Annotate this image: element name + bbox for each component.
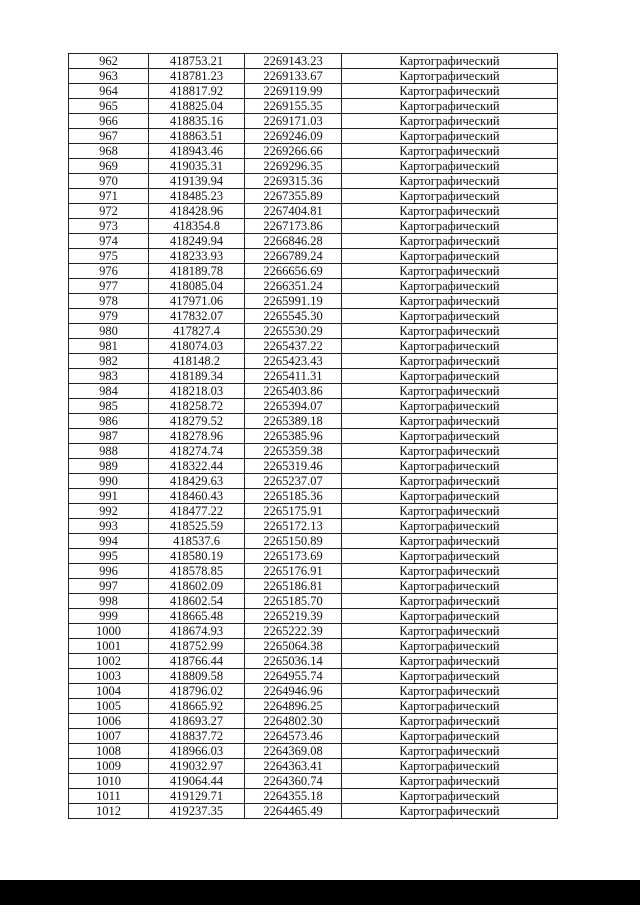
method-cell: Картографический bbox=[342, 249, 558, 264]
table-row bbox=[69, 609, 558, 624]
x-coordinate-cell: 418835.16 bbox=[149, 114, 245, 129]
x-coordinate-cell: 418249.94 bbox=[149, 234, 245, 249]
table-row bbox=[69, 204, 558, 219]
x-coordinate-cell: 418274.74 bbox=[149, 444, 245, 459]
method-cell: Картографический bbox=[342, 309, 558, 324]
table-row bbox=[69, 744, 558, 759]
table-row bbox=[69, 114, 558, 129]
table-row bbox=[69, 69, 558, 84]
x-coordinate-cell: 419237.35 bbox=[149, 804, 245, 819]
method-cell: Картографический bbox=[342, 354, 558, 369]
point-number-cell: 986 bbox=[69, 414, 149, 429]
method-cell: Картографический bbox=[342, 789, 558, 804]
point-number-cell: 1002 bbox=[69, 654, 149, 669]
y-coordinate-cell: 2265064.38 bbox=[245, 639, 342, 654]
y-coordinate-cell: 2267173.86 bbox=[245, 219, 342, 234]
table-row bbox=[69, 654, 558, 669]
x-coordinate-cell: 418537.6 bbox=[149, 534, 245, 549]
method-cell: Картографический bbox=[342, 399, 558, 414]
method-cell: Картографический bbox=[342, 609, 558, 624]
method-cell: Картографический bbox=[342, 564, 558, 579]
y-coordinate-cell: 2266656.69 bbox=[245, 264, 342, 279]
x-coordinate-cell: 418781.23 bbox=[149, 69, 245, 84]
point-number-cell: 1009 bbox=[69, 759, 149, 774]
x-coordinate-cell: 419035.31 bbox=[149, 159, 245, 174]
table-row bbox=[69, 234, 558, 249]
table-row bbox=[69, 249, 558, 264]
table-row bbox=[69, 54, 558, 69]
table-row bbox=[69, 519, 558, 534]
x-coordinate-cell: 418233.93 bbox=[149, 249, 245, 264]
table-row bbox=[69, 354, 558, 369]
y-coordinate-cell: 2265991.19 bbox=[245, 294, 342, 309]
y-coordinate-cell: 2265530.29 bbox=[245, 324, 342, 339]
method-cell: Картографический bbox=[342, 699, 558, 714]
method-cell: Картографический bbox=[342, 129, 558, 144]
method-cell: Картографический bbox=[342, 99, 558, 114]
method-cell: Картографический bbox=[342, 189, 558, 204]
point-number-cell: 965 bbox=[69, 99, 149, 114]
y-coordinate-cell: 2265185.70 bbox=[245, 594, 342, 609]
y-coordinate-cell: 2264802.30 bbox=[245, 714, 342, 729]
y-coordinate-cell: 2264360.74 bbox=[245, 774, 342, 789]
table-row bbox=[69, 684, 558, 699]
point-number-cell: 962 bbox=[69, 54, 149, 69]
table-row bbox=[69, 474, 558, 489]
method-cell: Картографический bbox=[342, 144, 558, 159]
table-row bbox=[69, 489, 558, 504]
table-row bbox=[69, 774, 558, 789]
x-coordinate-cell: 417832.07 bbox=[149, 309, 245, 324]
x-coordinate-cell: 418218.03 bbox=[149, 384, 245, 399]
y-coordinate-cell: 2266351.24 bbox=[245, 279, 342, 294]
point-number-cell: 984 bbox=[69, 384, 149, 399]
table-row bbox=[69, 504, 558, 519]
x-coordinate-cell: 418354.8 bbox=[149, 219, 245, 234]
method-cell: Картографический bbox=[342, 504, 558, 519]
x-coordinate-cell: 418796.02 bbox=[149, 684, 245, 699]
x-coordinate-cell: 418693.27 bbox=[149, 714, 245, 729]
point-number-cell: 999 bbox=[69, 609, 149, 624]
x-coordinate-cell: 418460.43 bbox=[149, 489, 245, 504]
y-coordinate-cell: 2265176.91 bbox=[245, 564, 342, 579]
x-coordinate-cell: 418148.2 bbox=[149, 354, 245, 369]
coordinates-table bbox=[68, 53, 558, 819]
x-coordinate-cell: 419139.94 bbox=[149, 174, 245, 189]
y-coordinate-cell: 2266789.24 bbox=[245, 249, 342, 264]
point-number-cell: 985 bbox=[69, 399, 149, 414]
y-coordinate-cell: 2265175.91 bbox=[245, 504, 342, 519]
y-coordinate-cell: 2265036.14 bbox=[245, 654, 342, 669]
table-row bbox=[69, 159, 558, 174]
point-number-cell: 1004 bbox=[69, 684, 149, 699]
method-cell: Картографический bbox=[342, 744, 558, 759]
table-row bbox=[69, 444, 558, 459]
point-number-cell: 1000 bbox=[69, 624, 149, 639]
y-coordinate-cell: 2265186.81 bbox=[245, 579, 342, 594]
y-coordinate-cell: 2264573.46 bbox=[245, 729, 342, 744]
y-coordinate-cell: 2269155.35 bbox=[245, 99, 342, 114]
table-row bbox=[69, 189, 558, 204]
y-coordinate-cell: 2265359.38 bbox=[245, 444, 342, 459]
point-number-cell: 991 bbox=[69, 489, 149, 504]
x-coordinate-cell: 418602.54 bbox=[149, 594, 245, 609]
point-number-cell: 981 bbox=[69, 339, 149, 354]
method-cell: Картографический bbox=[342, 279, 558, 294]
method-cell: Картографический bbox=[342, 579, 558, 594]
table-row bbox=[69, 294, 558, 309]
y-coordinate-cell: 2264946.96 bbox=[245, 684, 342, 699]
y-coordinate-cell: 2265173.69 bbox=[245, 549, 342, 564]
y-coordinate-cell: 2265394.07 bbox=[245, 399, 342, 414]
x-coordinate-cell: 418674.93 bbox=[149, 624, 245, 639]
table-row bbox=[69, 324, 558, 339]
y-coordinate-cell: 2266846.28 bbox=[245, 234, 342, 249]
x-coordinate-cell: 418085.04 bbox=[149, 279, 245, 294]
point-number-cell: 972 bbox=[69, 204, 149, 219]
point-number-cell: 987 bbox=[69, 429, 149, 444]
y-coordinate-cell: 2269133.67 bbox=[245, 69, 342, 84]
x-coordinate-cell: 418817.92 bbox=[149, 84, 245, 99]
method-cell: Картографический bbox=[342, 159, 558, 174]
point-number-cell: 994 bbox=[69, 534, 149, 549]
table-row bbox=[69, 624, 558, 639]
point-number-cell: 983 bbox=[69, 369, 149, 384]
point-number-cell: 977 bbox=[69, 279, 149, 294]
point-number-cell: 968 bbox=[69, 144, 149, 159]
point-number-cell: 970 bbox=[69, 174, 149, 189]
point-number-cell: 1001 bbox=[69, 639, 149, 654]
x-coordinate-cell: 418189.34 bbox=[149, 369, 245, 384]
y-coordinate-cell: 2264896.25 bbox=[245, 699, 342, 714]
method-cell: Картографический bbox=[342, 759, 558, 774]
y-coordinate-cell: 2265403.86 bbox=[245, 384, 342, 399]
y-coordinate-cell: 2264363.41 bbox=[245, 759, 342, 774]
x-coordinate-cell: 418809.58 bbox=[149, 669, 245, 684]
table-row bbox=[69, 714, 558, 729]
x-coordinate-cell: 418322.44 bbox=[149, 459, 245, 474]
point-number-cell: 998 bbox=[69, 594, 149, 609]
method-cell: Картографический bbox=[342, 534, 558, 549]
point-number-cell: 964 bbox=[69, 84, 149, 99]
method-cell: Картографический bbox=[342, 549, 558, 564]
method-cell: Картографический bbox=[342, 384, 558, 399]
point-number-cell: 1012 bbox=[69, 804, 149, 819]
y-coordinate-cell: 2269266.66 bbox=[245, 144, 342, 159]
method-cell: Картографический bbox=[342, 54, 558, 69]
x-coordinate-cell: 418485.23 bbox=[149, 189, 245, 204]
x-coordinate-cell: 418752.99 bbox=[149, 639, 245, 654]
y-coordinate-cell: 2267404.81 bbox=[245, 204, 342, 219]
point-number-cell: 989 bbox=[69, 459, 149, 474]
y-coordinate-cell: 2265389.18 bbox=[245, 414, 342, 429]
method-cell: Картографический bbox=[342, 639, 558, 654]
method-cell: Картографический bbox=[342, 264, 558, 279]
y-coordinate-cell: 2269119.99 bbox=[245, 84, 342, 99]
table-row bbox=[69, 789, 558, 804]
table-row bbox=[69, 219, 558, 234]
x-coordinate-cell: 418943.46 bbox=[149, 144, 245, 159]
point-number-cell: 992 bbox=[69, 504, 149, 519]
method-cell: Картографический bbox=[342, 324, 558, 339]
scan-bottom-border bbox=[0, 880, 640, 905]
point-number-cell: 979 bbox=[69, 309, 149, 324]
y-coordinate-cell: 2265219.39 bbox=[245, 609, 342, 624]
x-coordinate-cell: 418665.48 bbox=[149, 609, 245, 624]
table-row bbox=[69, 534, 558, 549]
y-coordinate-cell: 2265423.43 bbox=[245, 354, 342, 369]
y-coordinate-cell: 2269246.09 bbox=[245, 129, 342, 144]
table-row bbox=[69, 564, 558, 579]
x-coordinate-cell: 417971.06 bbox=[149, 294, 245, 309]
point-number-cell: 1003 bbox=[69, 669, 149, 684]
x-coordinate-cell: 418753.21 bbox=[149, 54, 245, 69]
method-cell: Картографический bbox=[342, 114, 558, 129]
method-cell: Картографический bbox=[342, 474, 558, 489]
method-cell: Картографический bbox=[342, 219, 558, 234]
x-coordinate-cell: 418837.72 bbox=[149, 729, 245, 744]
x-coordinate-cell: 418966.03 bbox=[149, 744, 245, 759]
y-coordinate-cell: 2265185.36 bbox=[245, 489, 342, 504]
y-coordinate-cell: 2264369.08 bbox=[245, 744, 342, 759]
point-number-cell: 995 bbox=[69, 549, 149, 564]
y-coordinate-cell: 2269143.23 bbox=[245, 54, 342, 69]
x-coordinate-cell: 418279.52 bbox=[149, 414, 245, 429]
x-coordinate-cell: 419032.97 bbox=[149, 759, 245, 774]
y-coordinate-cell: 2269171.03 bbox=[245, 114, 342, 129]
x-coordinate-cell: 418278.96 bbox=[149, 429, 245, 444]
y-coordinate-cell: 2264955.74 bbox=[245, 669, 342, 684]
method-cell: Картографический bbox=[342, 729, 558, 744]
method-cell: Картографический bbox=[342, 429, 558, 444]
x-coordinate-cell: 418665.92 bbox=[149, 699, 245, 714]
method-cell: Картографический bbox=[342, 174, 558, 189]
y-coordinate-cell: 2269315.36 bbox=[245, 174, 342, 189]
point-number-cell: 1006 bbox=[69, 714, 149, 729]
point-number-cell: 969 bbox=[69, 159, 149, 174]
table-row bbox=[69, 369, 558, 384]
table-row bbox=[69, 639, 558, 654]
table-row bbox=[69, 129, 558, 144]
x-coordinate-cell: 418477.22 bbox=[149, 504, 245, 519]
method-cell: Картографический bbox=[342, 684, 558, 699]
point-number-cell: 971 bbox=[69, 189, 149, 204]
table-row bbox=[69, 264, 558, 279]
method-cell: Картографический bbox=[342, 414, 558, 429]
y-coordinate-cell: 2265150.89 bbox=[245, 534, 342, 549]
point-number-cell: 1005 bbox=[69, 699, 149, 714]
y-coordinate-cell: 2265411.31 bbox=[245, 369, 342, 384]
y-coordinate-cell: 2265545.30 bbox=[245, 309, 342, 324]
y-coordinate-cell: 2265437.22 bbox=[245, 339, 342, 354]
table-row bbox=[69, 144, 558, 159]
table-row bbox=[69, 174, 558, 189]
y-coordinate-cell: 2269296.35 bbox=[245, 159, 342, 174]
x-coordinate-cell: 418428.96 bbox=[149, 204, 245, 219]
point-number-cell: 997 bbox=[69, 579, 149, 594]
table-row bbox=[69, 384, 558, 399]
table-row bbox=[69, 669, 558, 684]
y-coordinate-cell: 2265222.39 bbox=[245, 624, 342, 639]
x-coordinate-cell: 418766.44 bbox=[149, 654, 245, 669]
table-row bbox=[69, 804, 558, 819]
point-number-cell: 974 bbox=[69, 234, 149, 249]
x-coordinate-cell: 419129.71 bbox=[149, 789, 245, 804]
method-cell: Картографический bbox=[342, 339, 558, 354]
x-coordinate-cell: 418578.85 bbox=[149, 564, 245, 579]
x-coordinate-cell: 419064.44 bbox=[149, 774, 245, 789]
method-cell: Картографический bbox=[342, 714, 558, 729]
method-cell: Картографический bbox=[342, 294, 558, 309]
y-coordinate-cell: 2267355.89 bbox=[245, 189, 342, 204]
table-row bbox=[69, 699, 558, 714]
x-coordinate-cell: 418602.09 bbox=[149, 579, 245, 594]
point-number-cell: 988 bbox=[69, 444, 149, 459]
x-coordinate-cell: 418258.72 bbox=[149, 399, 245, 414]
table-row bbox=[69, 309, 558, 324]
y-coordinate-cell: 2265385.96 bbox=[245, 429, 342, 444]
method-cell: Картографический bbox=[342, 519, 558, 534]
method-cell: Картографический bbox=[342, 204, 558, 219]
point-number-cell: 963 bbox=[69, 69, 149, 84]
x-coordinate-cell: 417827.4 bbox=[149, 324, 245, 339]
table-row bbox=[69, 579, 558, 594]
table-row bbox=[69, 429, 558, 444]
method-cell: Картографический bbox=[342, 774, 558, 789]
point-number-cell: 980 bbox=[69, 324, 149, 339]
table-row bbox=[69, 339, 558, 354]
x-coordinate-cell: 418863.51 bbox=[149, 129, 245, 144]
x-coordinate-cell: 418825.04 bbox=[149, 99, 245, 114]
y-coordinate-cell: 2264465.49 bbox=[245, 804, 342, 819]
table-row bbox=[69, 414, 558, 429]
point-number-cell: 993 bbox=[69, 519, 149, 534]
table-row bbox=[69, 594, 558, 609]
method-cell: Картографический bbox=[342, 624, 558, 639]
point-number-cell: 976 bbox=[69, 264, 149, 279]
table-row bbox=[69, 279, 558, 294]
table-row bbox=[69, 459, 558, 474]
point-number-cell: 1011 bbox=[69, 789, 149, 804]
y-coordinate-cell: 2265237.07 bbox=[245, 474, 342, 489]
y-coordinate-cell: 2265319.46 bbox=[245, 459, 342, 474]
method-cell: Картографический bbox=[342, 594, 558, 609]
point-number-cell: 978 bbox=[69, 294, 149, 309]
method-cell: Картографический bbox=[342, 459, 558, 474]
table-row bbox=[69, 549, 558, 564]
x-coordinate-cell: 418525.59 bbox=[149, 519, 245, 534]
x-coordinate-cell: 418074.03 bbox=[149, 339, 245, 354]
method-cell: Картографический bbox=[342, 369, 558, 384]
x-coordinate-cell: 418429.63 bbox=[149, 474, 245, 489]
table-row bbox=[69, 399, 558, 414]
table-row bbox=[69, 99, 558, 114]
point-number-cell: 982 bbox=[69, 354, 149, 369]
point-number-cell: 975 bbox=[69, 249, 149, 264]
method-cell: Картографический bbox=[342, 69, 558, 84]
point-number-cell: 967 bbox=[69, 129, 149, 144]
point-number-cell: 973 bbox=[69, 219, 149, 234]
method-cell: Картографический bbox=[342, 654, 558, 669]
x-coordinate-cell: 418189.78 bbox=[149, 264, 245, 279]
point-number-cell: 966 bbox=[69, 114, 149, 129]
point-number-cell: 1008 bbox=[69, 744, 149, 759]
point-number-cell: 996 bbox=[69, 564, 149, 579]
table-row bbox=[69, 84, 558, 99]
point-number-cell: 1007 bbox=[69, 729, 149, 744]
method-cell: Картографический bbox=[342, 444, 558, 459]
coordinates-table-body bbox=[69, 54, 558, 819]
y-coordinate-cell: 2265172.13 bbox=[245, 519, 342, 534]
table-row bbox=[69, 759, 558, 774]
method-cell: Картографический bbox=[342, 489, 558, 504]
y-coordinate-cell: 2264355.18 bbox=[245, 789, 342, 804]
method-cell: Картографический bbox=[342, 804, 558, 819]
method-cell: Картографический bbox=[342, 234, 558, 249]
method-cell: Картографический bbox=[342, 84, 558, 99]
point-number-cell: 990 bbox=[69, 474, 149, 489]
method-cell: Картографический bbox=[342, 669, 558, 684]
x-coordinate-cell: 418580.19 bbox=[149, 549, 245, 564]
table-row bbox=[69, 729, 558, 744]
point-number-cell: 1010 bbox=[69, 774, 149, 789]
